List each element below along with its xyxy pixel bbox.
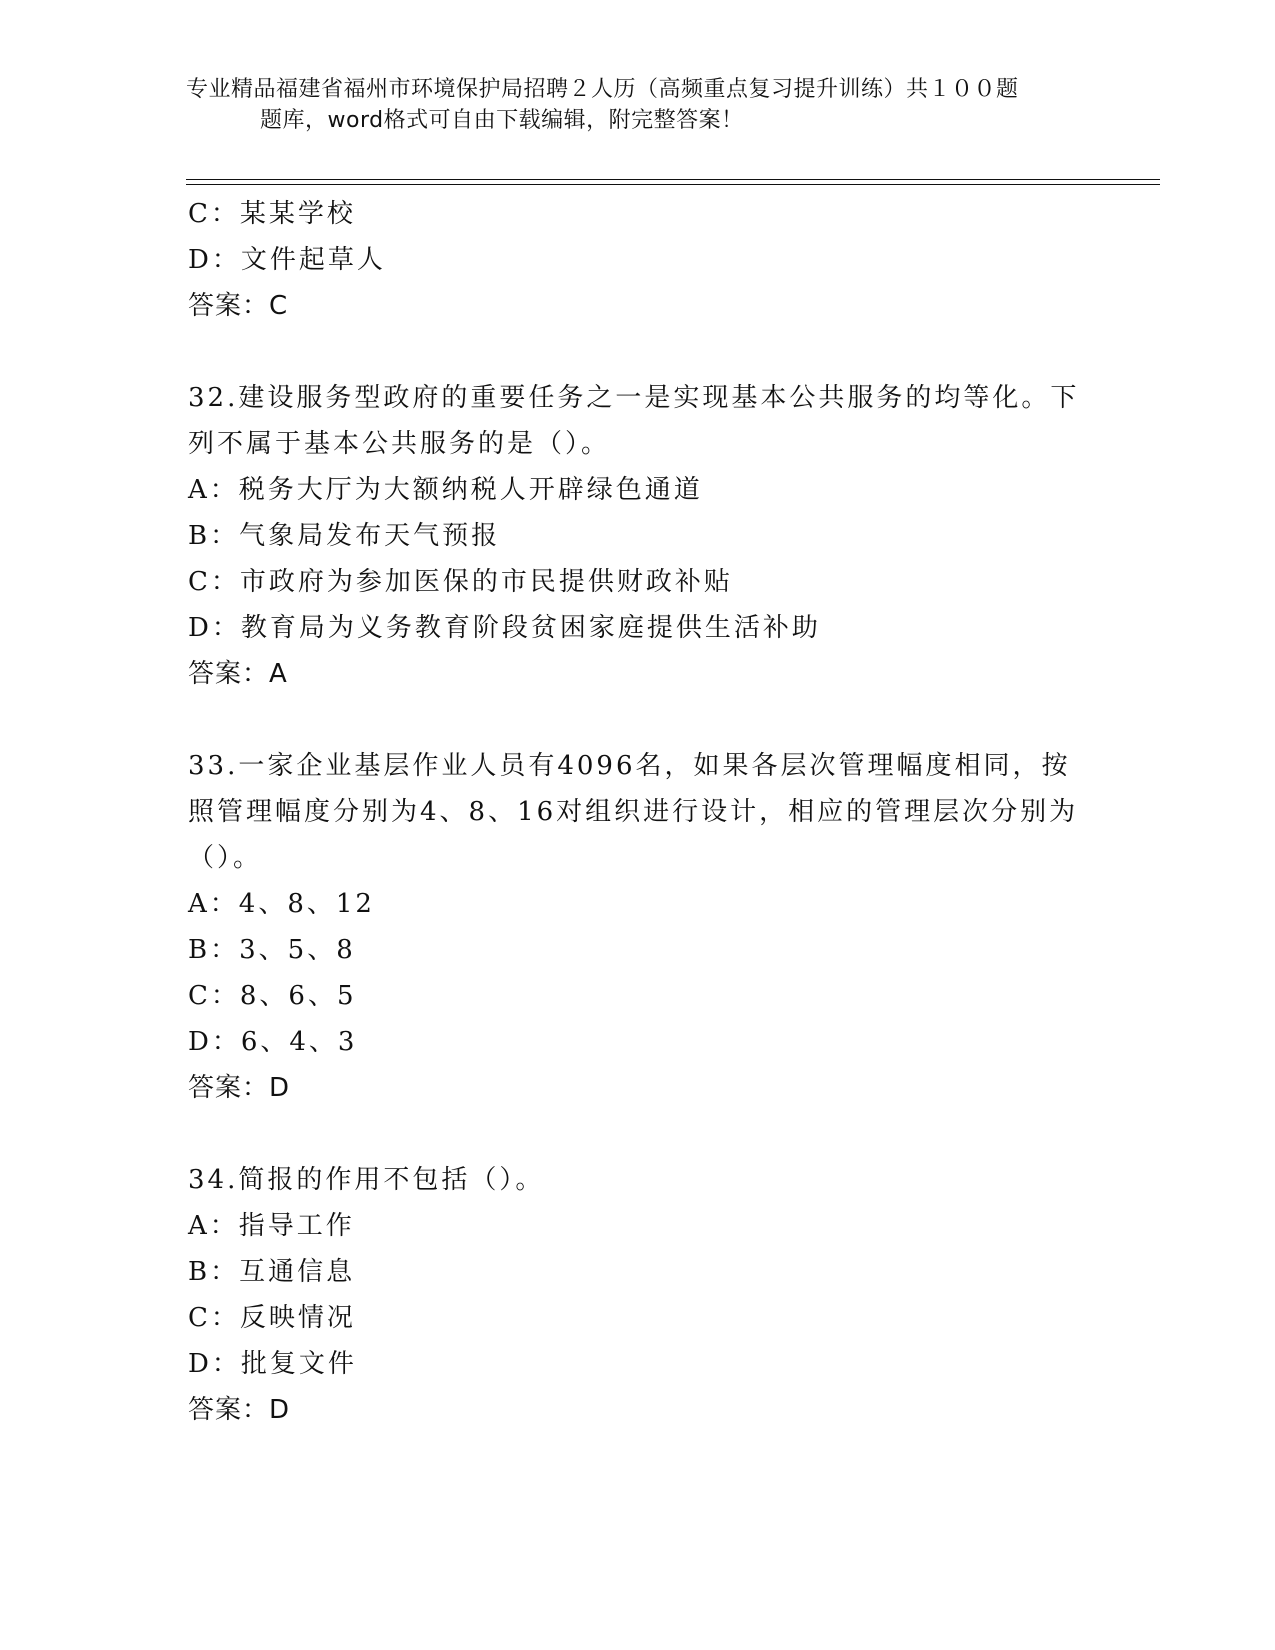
question-block-34 (188, 1157, 1088, 1433)
answer-line: 答案：C (188, 291, 289, 321)
question-text: 列不属于基本公共服务的是（）。 (188, 429, 611, 459)
option-b: B：互通信息 (188, 1257, 356, 1287)
spacer (188, 697, 1088, 743)
header-title-line-2: 题库，word格式可自由下载编辑，附完整答案！ (260, 108, 744, 133)
option-c: C：市政府为参加医保的市民提供财政补贴 (188, 567, 733, 597)
option-a: A：税务大厅为大额纳税人开辟绿色通道 (188, 475, 703, 505)
spacer (188, 1111, 1088, 1157)
option-c: C：某某学校 (188, 199, 356, 229)
option-d: D：批复文件 (188, 1349, 357, 1379)
header-divider-bottom (186, 184, 1160, 185)
option-c: C：8、6、5 (188, 981, 357, 1011)
answer-line: 答案：A (188, 659, 288, 689)
question-text: 32.建设服务型政府的重要任务之一是实现基本公共服务的均等化。下 (188, 383, 1080, 413)
header-title-line-1: 专业精品福建省福州市环境保护局招聘２人历（高频重点复习提升训练）共１００题 (186, 77, 1019, 102)
question-block-33 (188, 743, 1088, 1111)
answer-line: 答案：D (188, 1395, 291, 1425)
option-c: C：反映情况 (188, 1303, 356, 1333)
question-text: 照管理幅度分别为4、8、16对组织进行设计，相应的管理层次分别为 (188, 797, 1079, 827)
question-list (188, 191, 1088, 1433)
document-header (186, 74, 1086, 136)
question-text: 34.简报的作用不包括（）。 (188, 1165, 545, 1195)
option-b: B：气象局发布天气预报 (188, 521, 501, 551)
answer-line: 答案：D (188, 1073, 291, 1103)
option-b: B：3、5、8 (188, 935, 356, 965)
question-block-32 (188, 375, 1088, 697)
option-a: A：4、8、12 (188, 889, 375, 919)
spacer (188, 329, 1088, 375)
question-text: （）。 (188, 843, 263, 873)
option-d: D：6、4、3 (188, 1027, 358, 1057)
question-text: 33.一家企业基层作业人员有4096名，如果各层次管理幅度相同，按 (188, 751, 1071, 781)
option-d: D：教育局为义务教育阶段贫困家庭提供生活补助 (188, 613, 821, 643)
question-block-31 (188, 191, 1088, 329)
header-divider-top (186, 179, 1160, 180)
option-a: A：指导工作 (188, 1211, 355, 1241)
option-d: D：文件起草人 (188, 245, 386, 275)
